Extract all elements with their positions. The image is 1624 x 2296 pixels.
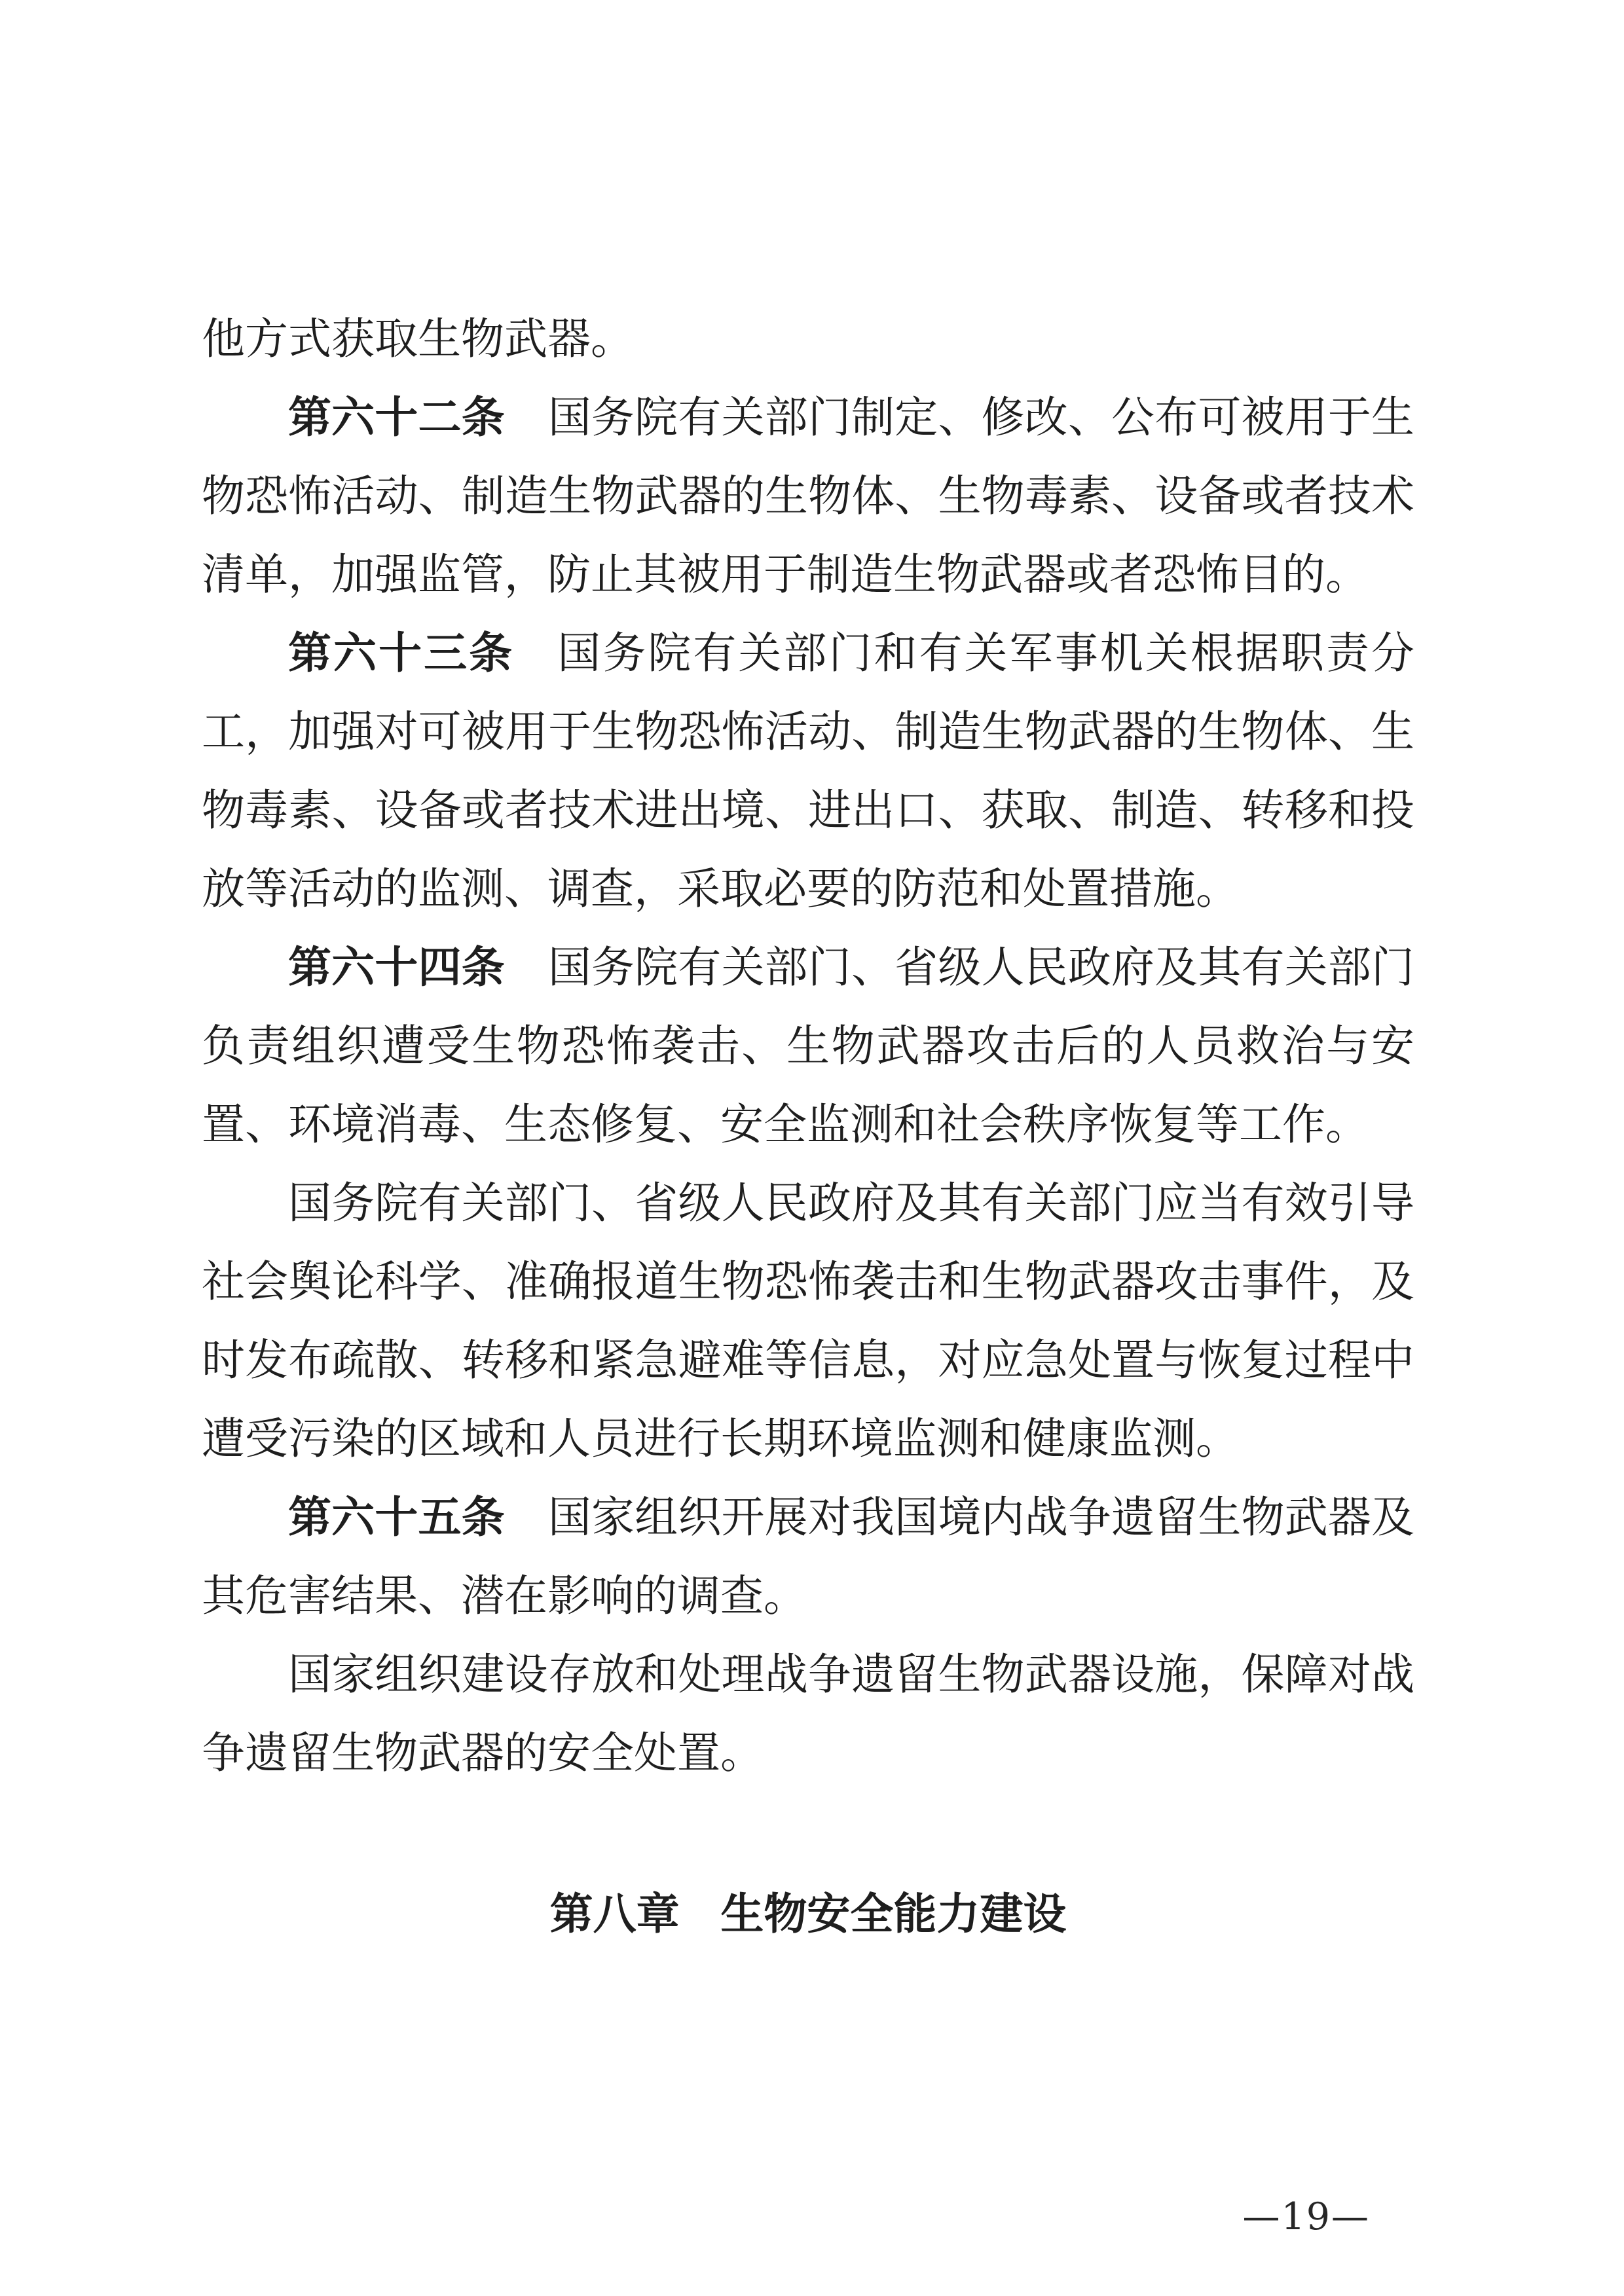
paragraph-continuation: 他方式获取生物武器。 — [202, 314, 634, 364]
document-body — [202, 300, 1414, 1954]
article-62-paragraph — [202, 378, 1414, 614]
article-64-second-paragraph: 国务院有关部门、省级人民政府及其有关部门应当有效引导社会舆论科学、准确报道生物恐怖袭击和生物武器攻击事件，及时发布疏散、转移和紧急避难等信息，对应急处置与恢复过程中遭受污染的区域和人员进行长期环境监测和健康监测。 — [202, 1178, 1414, 1464]
article-64-number: 第六十四条 — [288, 942, 505, 993]
article-64-text: 国务院有关部门、省级人民政府及其有关部门负责组织遭受生物恐怖袭击、生物武器攻击后的人员救治与安置、环境消毒、生态修复、安全监测和社会秩序恢复等工作。 — [202, 942, 1415, 1150]
article-62-text: 国务院有关部门制定、修改、公布可被用于生物恐怖活动、制造生物武器的生物体、生物毒素、设备或者技术清单，加强监管，防止其被用于制造生物武器或者恐怖目的。 — [202, 392, 1415, 600]
article-65-text: 国家组织开展对我国境内战争遗留生物武器及其危害结果、潜在影响的调查。 — [202, 1492, 1415, 1621]
article-63-paragraph — [202, 614, 1414, 928]
article-65-paragraph — [202, 1478, 1414, 1635]
page-number: —19— — [1242, 2195, 1370, 2238]
article-63-number: 第六十三条 — [288, 628, 515, 678]
chapter-title: 生物安全能力建设 — [720, 1889, 1067, 1939]
article-65-second-paragraph: 国家组织建设存放和处理战争遗留生物武器设施，保障对战争遗留生物武器的安全处置。 — [202, 1649, 1414, 1778]
article-63-text: 国务院有关部门和有关军事机关根据职责分工，加强对可被用于生物恐怖活动、制造生物武器的生物体、生物毒素、设备或者技术进出境、进出口、获取、制造、转移和投放等活动的监测、调查，采取必要的防范和处置措施。 — [202, 628, 1415, 914]
article-64-paragraph — [202, 928, 1414, 1164]
article-62-number: 第六十二条 — [288, 392, 505, 443]
chapter-number: 第八章 — [549, 1889, 680, 1939]
article-65-number: 第六十五条 — [288, 1492, 505, 1542]
chapter-heading — [202, 1875, 1414, 1954]
